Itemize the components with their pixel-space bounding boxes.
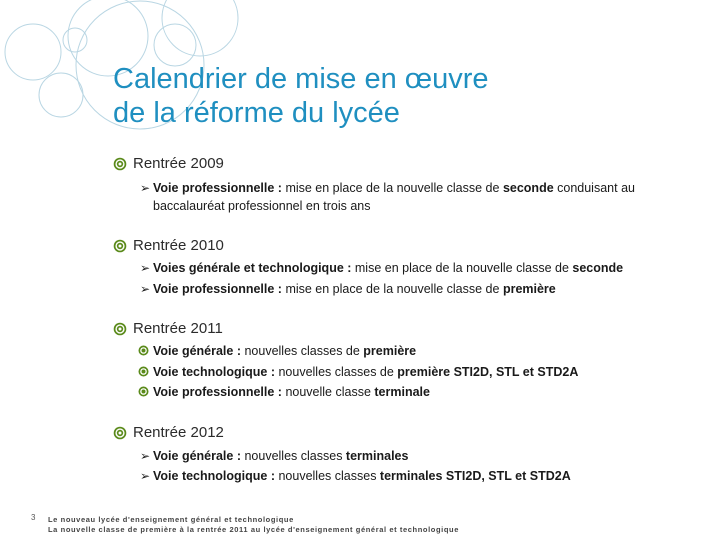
list-item: ➢ Voie professionnelle : mise en place de la nouvelle classe de seconde conduisant au xyxy=(140,179,700,198)
target-bullet-icon xyxy=(138,345,149,356)
arrow-bullet-icon: ➢ xyxy=(140,469,151,483)
section-heading-2010 xyxy=(113,237,224,254)
list-item: ➢ Voie professionnelle : mise en place de la nouvelle classe de première xyxy=(140,280,700,299)
target-bullet-icon xyxy=(113,322,127,336)
arrow-bullet-icon: ➢ xyxy=(140,282,151,296)
target-bullet-icon xyxy=(113,426,127,440)
list-item: ➢ Voies générale et technologique : mise en place de la nouvelle classe de seconde xyxy=(140,259,700,278)
title-line-2: de la réforme du lycée xyxy=(113,97,400,129)
target-bullet-icon xyxy=(113,157,127,171)
list-item: ➢ Voie technologique : nouvelles classes terminales STI2D, STL et STD2A xyxy=(140,467,700,486)
slide-title xyxy=(113,62,703,130)
list-item: Voie professionnelle : nouvelle classe terminale xyxy=(138,383,698,402)
target-bullet-icon xyxy=(138,386,149,397)
list-item: ➢ Voie générale : nouvelles classes terminales xyxy=(140,447,700,466)
target-bullet-icon xyxy=(113,239,127,253)
section-heading-2011 xyxy=(113,320,223,337)
footer-line-2: La nouvelle classe de première à la rentrée 2011 au lycée d'enseignement général et technologique xyxy=(48,525,459,534)
section-heading-label: Rentrée 2012 xyxy=(133,424,224,441)
title-line-1: Calendrier de mise en œuvre xyxy=(113,63,489,95)
arrow-bullet-icon: ➢ xyxy=(140,449,151,463)
arrow-bullet-icon: ➢ xyxy=(140,261,151,275)
list-item: Voie générale : nouvelles classes de première xyxy=(138,342,698,361)
section-heading-label: Rentrée 2011 xyxy=(133,320,223,337)
footer-line-1: Le nouveau lycée d'enseignement général et technologique xyxy=(48,515,294,524)
arrow-bullet-icon: ➢ xyxy=(140,181,151,195)
list-item-continuation: baccalauréat professionnel en trois ans xyxy=(153,199,371,213)
list-item: Voie technologique : nouvelles classes de première STI2D, STL et STD2A xyxy=(138,363,698,382)
section-heading-2012 xyxy=(113,424,224,441)
section-heading-label: Rentrée 2010 xyxy=(133,237,224,254)
page-number: 3 xyxy=(31,513,36,522)
section-heading-label: Rentrée 2009 xyxy=(133,155,224,172)
target-bullet-icon xyxy=(138,366,149,377)
section-heading-2009 xyxy=(113,155,224,172)
